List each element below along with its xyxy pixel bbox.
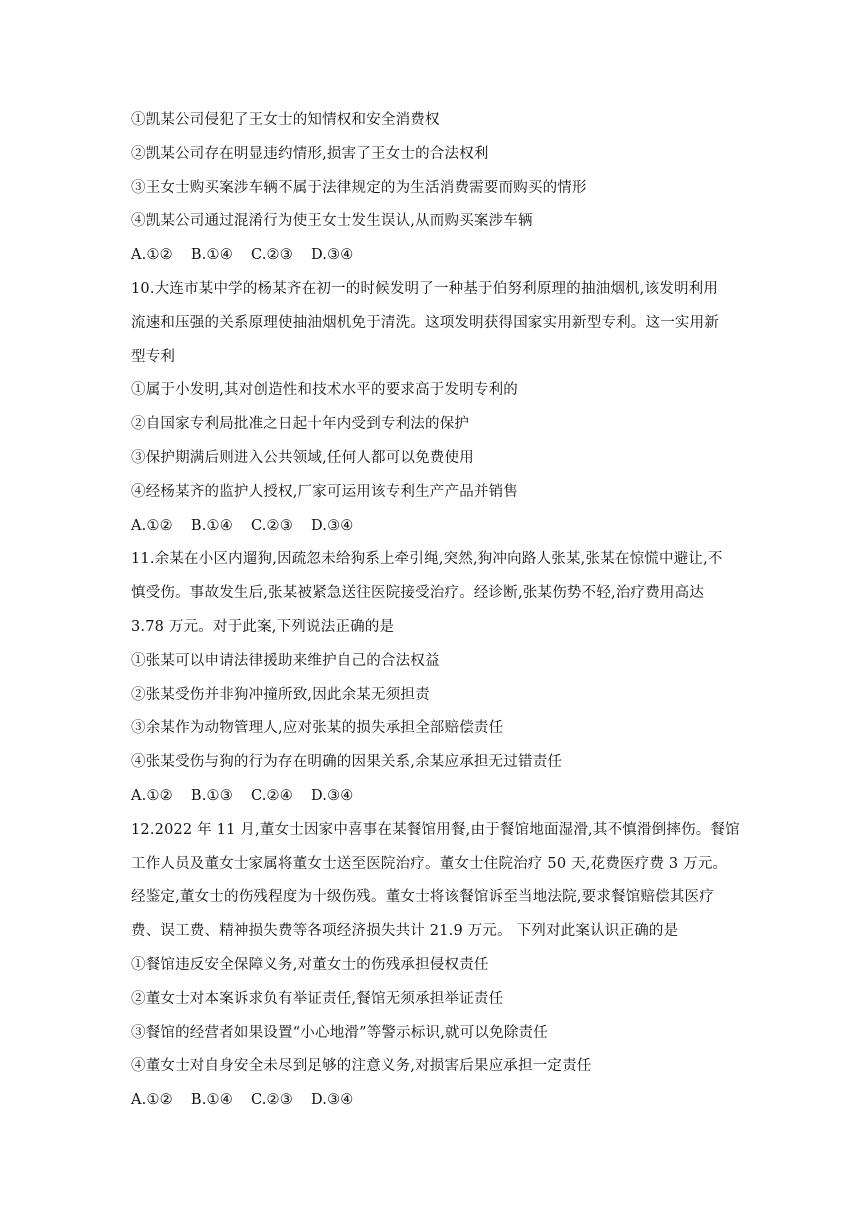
choice-item: ③保护期满后则进入公共领域,任何人都可以免费使用: [131, 449, 474, 466]
question-stem-line: 费、误工费、精神损失费等各项经济损失共计 21.9 万元。 下列对此案认识正确的是: [131, 923, 679, 940]
choice-item: ①属于小发明,其对创造性和技术水平的要求高于发明专利的: [131, 382, 519, 399]
question-stem-line: 型专利: [131, 348, 176, 365]
choice-item: ②张某受伤并非狗冲撞所致,因此余某无须担责: [131, 686, 430, 703]
choice-item: ②自国家专利局批准之日起十年内受到专利法的保护: [131, 416, 470, 433]
option-c: C.②③: [250, 517, 293, 534]
choice-item: ③餐馆的经营者如果设置“小心地滑”等警示标识,就可以免除责任: [131, 1024, 548, 1041]
option-d: D.③④: [310, 247, 354, 264]
question-9-items: [131, 104, 731, 273]
option-c: C.②③: [250, 1092, 293, 1109]
question-stem-line: 工作人员及董女士家属将董女士送至医院治疗。董女士住院治疗 50 天,花费医疗费 3 万元。: [131, 855, 728, 872]
question-stem-line: 流速和压强的关系原理使抽油烟机免于清洗。这项发明获得国家实用新型专利。这一实用新: [131, 314, 719, 331]
question-stem-line: 慎受伤。事故发生后,张某被紧急送往医院接受治疗。经诊断,张某伤势不轻,治疗费用高达: [131, 585, 705, 602]
option-b: B.①④: [190, 517, 233, 534]
choice-item: ④经杨某齐的监护人授权,厂家可运用该专利生产产品并销售: [131, 483, 519, 500]
choice-item: ①张某可以申请法律援助来维护自己的合法权益: [131, 652, 440, 669]
choice-item: ①凯某公司侵犯了王女士的知情权和安全消费权: [131, 112, 440, 128]
question-10: [131, 273, 731, 543]
option-a: A.①②: [131, 247, 173, 264]
question-stem-line: 10.大连市某中学的杨某齐在初一的时候发明了一种基于伯努利原理的抽油烟机,该发明利用: [131, 280, 719, 297]
choice-item: ②凯某公司存在明显违约情形,损害了王女士的合法权利: [131, 145, 489, 162]
option-d: D.③④: [310, 517, 354, 534]
option-b: B.①③: [190, 787, 233, 804]
option-c: C.②④: [250, 787, 293, 804]
option-a: A.①②: [131, 787, 173, 804]
option-d: D.③④: [310, 787, 354, 804]
choice-item: ④张某受伤与狗的行为存在明确的因果关系,余某应承担无过错责任: [131, 754, 563, 771]
answer-options: [131, 780, 731, 814]
choice-item: ①餐馆违反安全保障义务,对董女士的伤残承担侵权责任: [131, 956, 489, 973]
choice-item: ②董女士对本案诉求负有举证责任,餐馆无须承担举证责任: [131, 990, 504, 1007]
choice-item: ③余某作为动物管理人,应对张某的损失承担全部赔偿责任: [131, 720, 504, 737]
option-a: A.①②: [131, 1092, 173, 1109]
option-b: B.①④: [190, 1092, 233, 1109]
option-d: D.③④: [310, 1092, 354, 1109]
choice-item: ④凯某公司通过混淆行为使王女士发生误认,从而购买案涉车辆: [131, 213, 533, 230]
question-stem-line: 3.78 万元。对于此案,下列说法正确的是: [131, 618, 395, 635]
answer-options: [131, 1084, 731, 1118]
exam-page: [131, 104, 740, 1118]
question-stem-line: 12.2022 年 11 月,董女士因家中喜事在某餐馆用餐,由于餐馆地面湿滑,其不慎滑倒摔伤。餐馆: [131, 821, 740, 838]
question-stem-line: 经鉴定,董女士的伤残程度为十级伤残。董女士将该餐馆诉至当地法院,要求餐馆赔偿其医疗: [131, 889, 714, 906]
question-stem-line: 11.余某在小区内遛狗,因疏忽未给狗系上牵引绳,突然,狗冲向路人张某,张某在惊慌中避让,不: [131, 551, 723, 568]
option-a: A.①②: [131, 517, 173, 534]
option-c: C.②③: [250, 247, 293, 264]
question-12: [131, 814, 740, 1118]
answer-options: [131, 239, 731, 273]
choice-item: ④董女士对自身安全未尽到足够的注意义务,对损害后果应承担一定责任: [131, 1058, 592, 1075]
choice-item: ③王女士购买案涉车辆不属于法律规定的为生活消费需要而购买的情形: [131, 179, 587, 196]
option-b: B.①④: [190, 247, 233, 264]
answer-options: [131, 510, 731, 544]
question-11: [131, 543, 731, 813]
